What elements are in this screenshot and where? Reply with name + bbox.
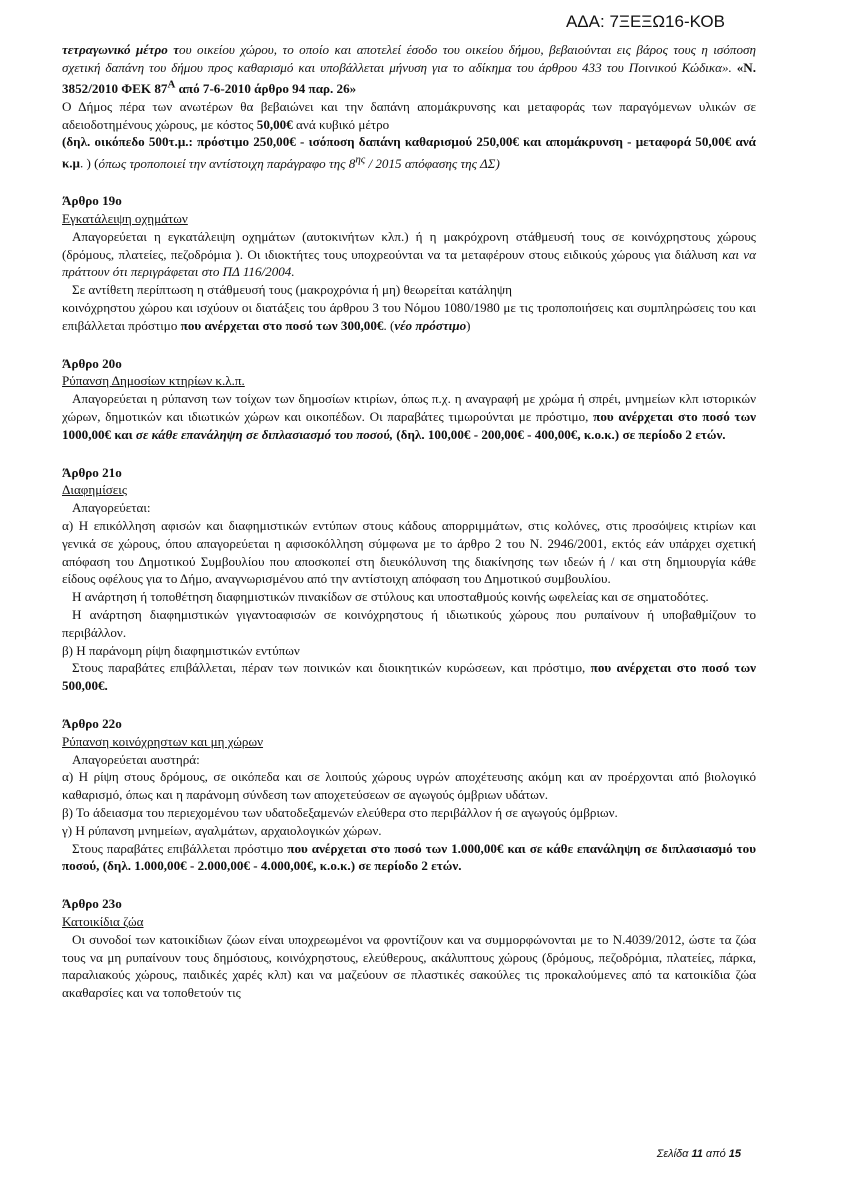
article-22-intro: Απαγορεύεται αυστηρά: [72, 751, 200, 767]
article-19-paragraph-2: Σε αντίθετη περίπτωση η στάθμευσή τους (μακροχρόνια ή μη) θεωρείται κατάληψη [72, 282, 512, 298]
article-19-paragraph-3: κοινόχρηστου χώρου και ισχύουν οι διατάξεις του άρθρου 3 του Νόμου 1080/1980 με τις τροποποιήσεις και συμπληρώσεις του και επιβάλλεται πρόστιμο που ανέρχεται στο ποσό των 300,00€. (νέο πρόστιμο) [62, 300, 756, 333]
article-22-title: Άρθρο 22ο [62, 716, 122, 732]
intro-paragraph-2: Ο Δήμος πέρα των ανωτέρων θα βεβαιώνει και την δαπάνη απομάκρυνσης και μεταφοράς των παραγόμενων υλικών σε αδειοδοτημένους χώρους, με κόστος 50,00€ ανά κυβικό μέτρο [62, 98, 756, 132]
article-19-paragraph-1: Απαγορεύεται η εγκατάλειψη οχημάτων (αυτοκινήτων κλπ.) ή η μακρόχρονη στάθμευσή τους σε κοινόχρηστους χώρους (δρόμους, πλατείες, πεζοδρόμια ). Οι ιδιοκτήτες τους υποχρεούνται να τα μεταφέρουν στους ειδικούς χώρους για διάλυση και να πράττουν ότι περιγράφεται στο ΠΔ 116/2004. [62, 228, 756, 280]
article-21-title: Άρθρο 21ο [62, 464, 122, 480]
intro-paragraph-3: (δηλ. οικόπεδο 500τ.μ.: πρόστιμο 250,00€ - ισόποση δαπάνη καθαρισμού 250,00€ και απομάκρυνση - μεταφορά 50,00€ ανά κ.μ. ) (όπως τροποποιεί την αντίστοιχη παράγραφο της $8^{\eta\varsigma} / 2015$ απόφασης της ΔΣ) [62, 134, 756, 171]
article-20-title: Άρθρο 20ο [62, 355, 122, 371]
page-number: 11 [691, 1148, 703, 1160]
article-21-subtitle: Διαφημίσεις [62, 482, 128, 498]
intro-paragraph-1: τετραγωνικό μέτρο του οικείου χώρου, το οποίο και αποτελεί έσοδο του οικείου δήμου, βεβαιούνται εις βάρος τους η ισόποση σχετική δαπάνη του δήμου προς καθαρισμό και υποβάλλεται μήνυση για το αδίκημα του άρθρου 433 του Ποινικού Κώδικα». «Ν. 3852/2010 ΦΕΚ $87^A$ από 7-6-2010 άρθρο 94 παρ. 26» [62, 42, 756, 96]
article-21-item-b: β) Η παράνομη ρίψη διαφημιστικών εντύπων [62, 642, 300, 658]
article-23-paragraph-1: Οι συνοδοί των κατοικίδιων ζώων είναι υποχρεωμένοι να φροντίζουν και να συμμορφώνονται με το Ν.4039/2012, ώστε τα ζώα τους να μη ρυπαίνουν τους δημόσιους, κοινόχρηστους, ελεύθερους, ακάλυπτους χώρους (δρόμους, πεζοδρόμια, πλατείες, πάρκα, παραλιακούς χώρους, παιδικές χαρές κλπ) και να μαζεύουν σε πλαστικές σακούλες τις προκαλούμενες από τα κατοικίδια ζώα ακαθαρσίες και να τοποθετούν τις [62, 931, 756, 1001]
article-22-subtitle: Ρύπανση κοινόχρηστων και μη χώρων [62, 733, 264, 749]
page-footer: Σελίδα 11 από 15 [656, 1148, 741, 1160]
article-21-intro: Απαγορεύεται: [72, 500, 151, 516]
article-23-subtitle: Κατοικίδια ζώα [62, 913, 144, 929]
article-22-penalty: Στους παραβάτες επιβάλλεται πρόστιμο που ανέρχεται στο ποσό των 1.000,00€ και σε κάθε επανάληψη σε διπλασιασμό του ποσού, (δηλ. 1.000,00€ - 2.000,00€ - 4.000,00€, κ.ο.κ.) σε περίοδο 2 ετών. [62, 840, 757, 874]
article-20-paragraph-1: Απαγορεύεται η ρύπανση των τοίχων των δημοσίων κτιρίων, όπως π.χ. η αναγραφή με χρώμα ή σπρέι, μνημείων κλπ ιστορικών χώρων, δημοτικών και ιδιωτικών χώρων και οικοπέδων. Οι παραβάτες τιμωρούνται με πρόστιμο, που ανέρχεται στο ποσό των 1000,00€ και σε κάθε επανάληψη σε διπλασιασμό του ποσού, (δηλ. 100,00€ - 200,00€ - 400,00€, κ.ο.κ.) σε περίοδο 2 ετών. [62, 391, 756, 442]
article-19-title: Άρθρο 19ο [62, 193, 122, 209]
article-21-item-a: α) Η επικόλληση αφισών και διαφημιστικών εντύπων στους κάδους απορριμμάτων, στις κολόνες, στις προσόψεις κτιρίων και γενικά σε χώρους, όπου απαγορεύεται η αφισοκόλληση σύμφωνα με το άρθρο 2 του Ν. 2946/2001, εκτός εάν υπάρχει σχετική απόφαση του Δημοτικού Συμβουλίου που αποσκοπεί στη διευκόλυνση της διακίνησης των ιδεών ή / και στη δημιουργία κάθε είδους οφέλους για το Δήμο, αναγνωρισμένου από την αντίστοιχη απόφαση του Δημοτικού συμβουλίου. [62, 518, 756, 587]
page-total: 15 [728, 1148, 741, 1160]
article-20-subtitle: Ρύπανση Δημοσίων κτηρίων κ.λ.π. [62, 373, 245, 389]
article-21-penalty: Στους παραβάτες επιβάλλεται, πέραν των ποινικών και διοικητικών κυρώσεων, και πρόστιμο, που ανέρχεται στο ποσό των 500,00€. [62, 660, 756, 694]
document-body [62, 41, 756, 1002]
article-21-item-a-2: Η ανάρτηση ή τοποθέτηση διαφημιστικών πινακίδων σε στύλους και υποσταθμούς κοινής ωφελείας και σε σηματοδότες. [72, 589, 709, 605]
article-22-item-c: γ) Η ρύπανση μνημείων, αγαλμάτων, αρχαιολογικών χώρων. [62, 822, 382, 838]
article-23-title: Άρθρο 23ο [62, 896, 122, 912]
article-21-item-a-3: Η ανάρτηση διαφημιστικών γιγαντοαφισών σε κοινόχρηστους ή ιδιωτικούς χώρους που ρυπαίνουν ή υποβαθμίζουν το περιβάλλον. [62, 607, 756, 640]
article-19-subtitle: Εγκατάλειψη οχημάτων [62, 211, 188, 227]
ada-code: ΑΔΑ: 7ΞΕΞΩ16-ΚΟΒ [565, 12, 725, 31]
article-22-item-b: β) Το άδειασμα του περιεχομένου των υδατοδεξαμενών ελεύθερα στο περιβάλλον ή σε αγωγούς όμβριων. [62, 805, 618, 820]
article-22-item-a: α) Η ρίψη στους δρόμους, σε οικόπεδα και σε λοιπούς χώρους υγρών αποχέτευσης ακόμη και αν προέρχονται από βιολογικό καθαρισμό, όπως και η παράνομη σύνδεση των αποχετεύσεων σε αγωγούς όμβριων υδάτων. [62, 769, 756, 803]
